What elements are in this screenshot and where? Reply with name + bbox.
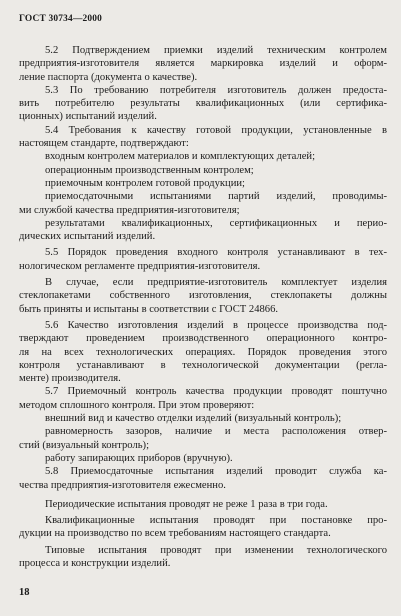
page-number: 18 xyxy=(19,587,30,598)
text-line: Квалификационные испытания проводят при постановке про- xyxy=(45,515,387,527)
text-line: Периодические испытания проводят не реже 1 раза в три года. xyxy=(45,498,328,510)
text-line: дических испытаний изделий. xyxy=(19,231,156,243)
text-line: 5.2 Подтверждением приемки изделий техническим контролем xyxy=(45,45,387,56)
text-line: нологическом регламенте предприятия-изготовителя. xyxy=(19,260,261,272)
text-line: внешний вид и качество отделки изделий (визуальный контроль); xyxy=(45,413,342,425)
text-line: операционным производственным контролем; xyxy=(45,164,254,176)
text-line: входным контролем материалов и комплектующих деталей; xyxy=(45,151,316,163)
text-line: менте) производителя. xyxy=(19,373,121,385)
text-line: 5.4 Требования к качеству готовой продукции, установленные в xyxy=(45,124,387,136)
text-line: ционных) испытаний изделий. xyxy=(19,111,157,123)
text-line: Типовые испытания проводят при изменении технологического xyxy=(45,544,387,556)
text-line: стеклопакетами собственного изготовления, стеклопакеты должны xyxy=(19,290,387,302)
text-line: вить потребителю результаты квалификационных (или сертифика- xyxy=(19,98,387,110)
text-line: стий (визуальный контроль); xyxy=(19,439,150,451)
text-line: 5.6 Качество изготовления изделий в процессе производства под- xyxy=(45,319,387,331)
text-line: предприятия-изготовителя является маркировка изделий и оформ- xyxy=(19,58,387,70)
text-line: процесса и конструкции изделий. xyxy=(19,557,171,569)
text-line: ми службой качества предприятия-изготовителя; xyxy=(19,204,240,216)
text-line: результатами квалификационных, сертификационных и перио- xyxy=(45,217,387,229)
text-line: методом сплошного контроля. При этом проверяют: xyxy=(19,399,255,411)
text-line: тверждают проведением производственного операционного контро- xyxy=(19,333,387,345)
text-line: 5.8 Приемосдаточные испытания изделий проводит служба ка- xyxy=(45,466,387,478)
document-body xyxy=(19,44,387,570)
text-line: настоящем стандарте, подтверждают: xyxy=(19,138,189,150)
text-line: 5.3 По требованию потребителя изготовитель должен предоста- xyxy=(45,84,387,96)
text-line: равномерность зазоров, наличие и места расположения отвер- xyxy=(45,426,387,438)
text-line: 5.5 Порядок проведения входного контроля устанавливают в тех- xyxy=(45,247,387,259)
text-line: ление паспорта (документа о качестве). xyxy=(19,71,198,83)
text-line: приемочным контролем готовой продукции; xyxy=(45,177,245,189)
text-line: контроля устанавливают в технологической документации (регла- xyxy=(19,359,387,371)
text-line: приемосдаточными испытаниями партий изделий, проводимы- xyxy=(45,191,387,203)
text-line: ля на всех технологических операциях. Порядок проведения этого xyxy=(19,346,387,358)
text-line: работу запирающих приборов (вручную). xyxy=(45,452,233,464)
text-line: чества предприятия-изготовителя ежесменно. xyxy=(19,479,226,491)
text-line: В случае, если предприятие-изготовитель комплектует изделия xyxy=(45,277,387,289)
text-line: быть приняты и испытаны в соответствии с ГОСТ 24866. xyxy=(19,303,279,315)
text-line: 5.7 Приемочный контроль качества продукции проводят поштучно xyxy=(45,386,387,398)
text-line: дукции на производство по всем требованиям настоящего стандарта. xyxy=(19,528,331,540)
document-header: ГОСТ 30734—2000 xyxy=(19,14,103,24)
